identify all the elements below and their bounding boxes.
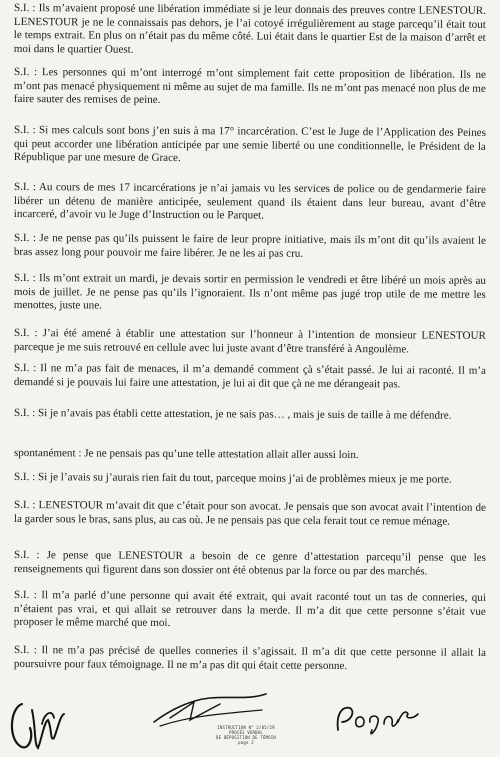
left-signature bbox=[8, 698, 70, 754]
paragraph-15: S.I. : Il ne m’a pas précisé de quelles conneries il s’agissait. Il m’a dit que cette personne il allait la poursuivre pour faux témoignage. Il ne m’a pas dit qui était cette personne. bbox=[13, 644, 486, 672]
stamp-line: page 2 bbox=[238, 740, 254, 745]
stamp-line: INSTRUCTION N° 2/85/29 bbox=[217, 725, 275, 730]
stamp-line: DE DÉPOSITION DE TÉMOIN bbox=[216, 735, 276, 740]
page-stamp bbox=[196, 725, 296, 745]
paragraph-7: S.I. : J’ai été amené à établir une attestation sur l’honneur à l’intention de monsieur LENESTOUR parceque je me suis retrouvé en cellule avec lui juste avant d’être transféré à Angoulème. bbox=[13, 327, 486, 356]
paragraph-14: S.I. : Il m’a parlé d’une personne qui avait été extrait, qui avait raconté tout un tas de conneries, qui n’étaient pas vrai, et qui allait se retrouver dans la merde. Il m’a dit que cette personne s’était vue proposer le même marché que moi. bbox=[13, 589, 486, 630]
paragraph-6: S.I. : Ils m’ont extrait un mardi, je devais sortir en permission le vendredi et être libéré un mois après au mois de juillet. Je ne pense pas qu’ils l’ignoraient. Ils n’ont même pas jugé trop utile de me mettre les menottes, juste une. bbox=[13, 272, 486, 312]
paragraph-1: S.I. : Ils m’avaient proposé une libération immédiate si je leur donnais des preuves contre LENESTOUR. LENESTOUR je ne le connaissais pas dehors, je l’ai cotoyé irrégulièrement au stage parcequ’il était tout le temps extrait. En plus on n’était pas du même côté. Lui était dans le quartier Est de la maison d’arrêt et moi dans le quartier Ouest. bbox=[13, 2, 486, 56]
signature-footer bbox=[0, 690, 500, 757]
paragraph-12: S.I. : LENESTOUR m’avait dit que c’était pour son avocat. Je pensais que son avocat avait l’intention de la garder sous le bras, sans plus, au cas où. Je ne pensais pas que cela ferait tout ce remue ménage. bbox=[13, 499, 486, 528]
paragraph-9: S.I. : Si je n’avais pas établi cette attestation, je ne sais pas… , mais je suis de taille à me défendre. bbox=[13, 407, 452, 422]
paragraph-11: S.I. : Si je l’avais su j’aurais rien fait du tout, parceque moins j’ai de problèmes mieux je me porte. bbox=[13, 471, 452, 486]
paragraph-5: S.I. : Je ne pense pas qu’ils puissent le faire de leur propre initiative, mais ils m’ont dit qu’ils avaient le bras assez long pour pouvoir me faire libérer. Je ne les ai pas cru. bbox=[13, 232, 486, 260]
center-signature bbox=[150, 692, 270, 728]
paragraph-2: S.I. : Les personnes qui m’ont interrogé m’ont simplement fait cette proposition de libération. Ils ne m’ont pas menacé physiquement ni même au sujet de ma famille. Ils ne m’ont pas menacé non plus de me faire sauter des remises de peine. bbox=[13, 66, 486, 107]
stamp-line: PROCÈS VERBAL bbox=[229, 730, 263, 735]
right-signature bbox=[332, 700, 422, 740]
paragraph-10: spontanément : Je ne pensais pas qu’une telle attestation allait aller aussi loin. bbox=[13, 447, 359, 462]
paragraph-3: S.I. : Si mes calculs sont bons j’en suis à ma 17° incarcération. C’est le Juge de l’Application des Peines qui peut accorder une libération anticipée par une semie liberté ou une conditionnelle, le Président de la République par une mesure de Grace. bbox=[13, 124, 486, 165]
paragraph-4: S.I. : Au cours de mes 17 incarcérations je n’ai jamais vu les services de police ou de gendarmerie faire libérer un détenu de manière anticipée, seulement quand ils étaient dans leur bureau, avant d’être incarceré, d’avoir vu le Juge d’Instruction ou le Parquet. bbox=[13, 181, 486, 222]
paragraph-8: S.I. : Il ne m’a pas fait de menaces, il m’a demandé comment çà s’était passé. Je lui ai raconté. Il m’a demandé si je pouvais lui faire une attestation, je lui ai dit que çà ne me dérangeait pas. bbox=[13, 362, 486, 390]
paragraph-13: S.I. : Je pense que LENESTOUR a besoin de ce genre d’attestation parcequ’il pense que les renseignements qui figurent dans son dossier ont été obtenus par la force ou par des marchés. bbox=[13, 549, 486, 578]
